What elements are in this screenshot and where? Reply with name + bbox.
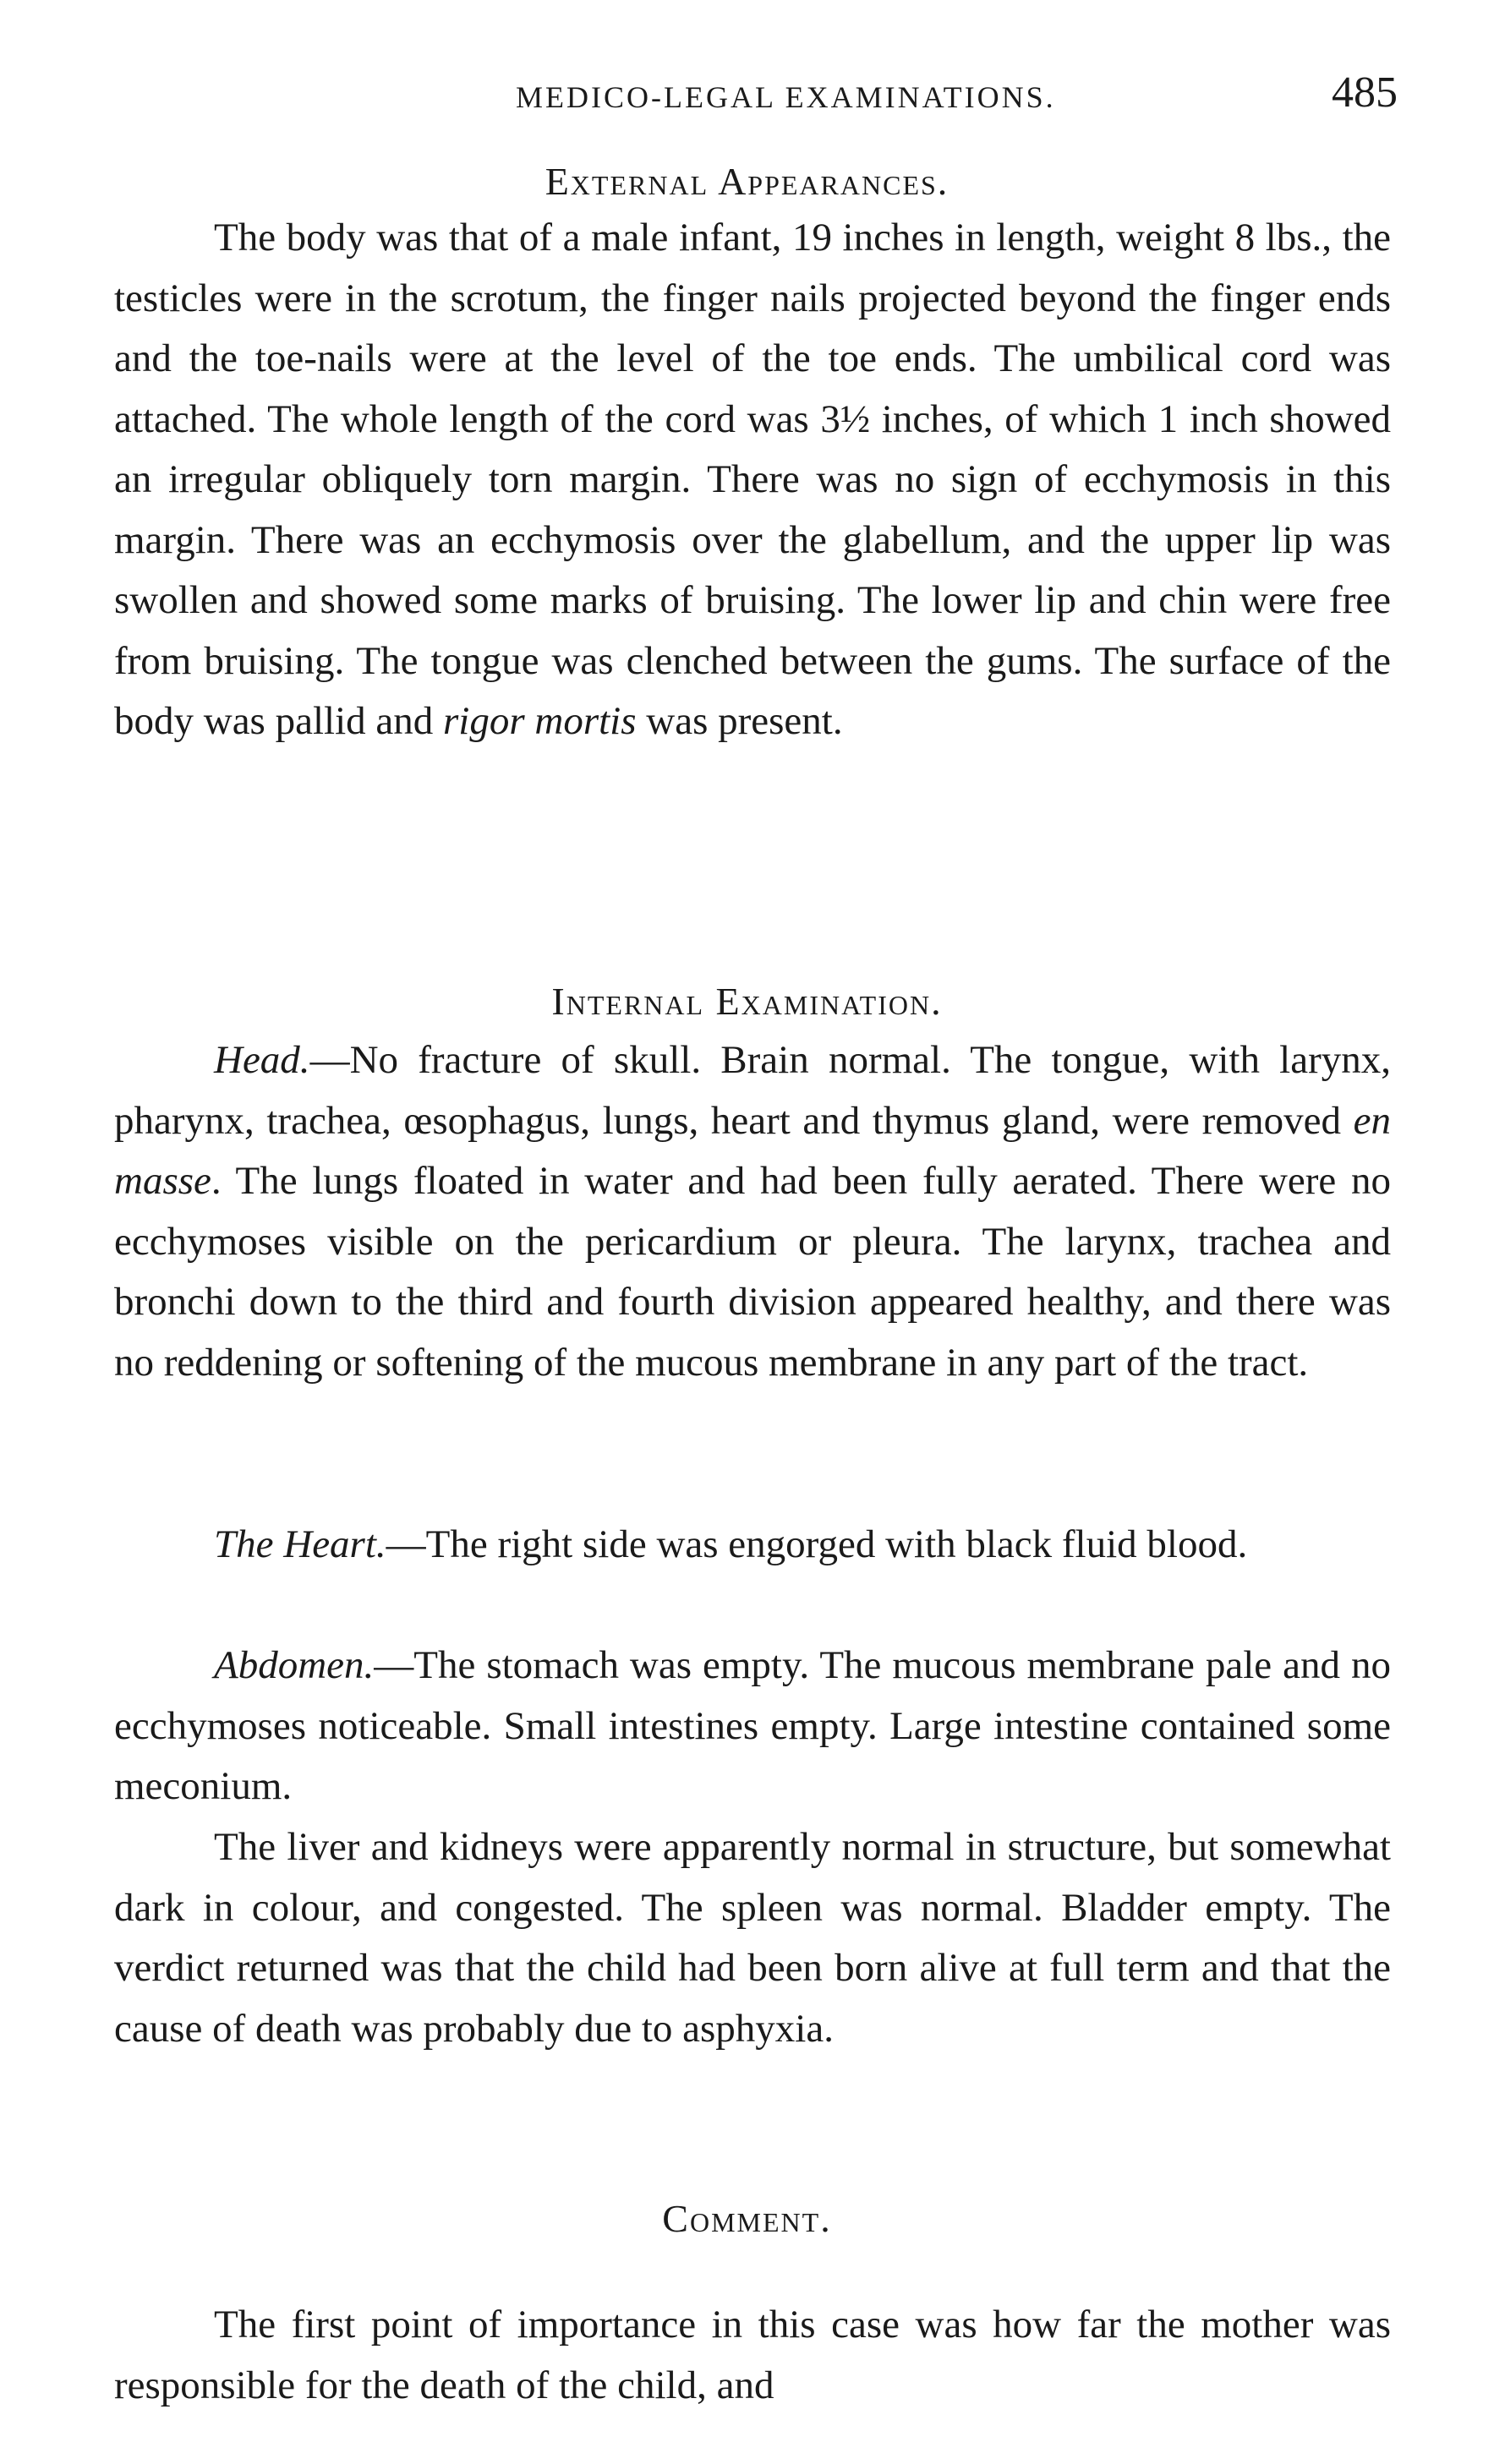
internal-examination-heading: Internal Examination. [551,980,943,1023]
en-masse-term: en masse [114,1098,1391,1203]
external-tail: was present. [636,699,843,743]
comment-heading: Comment. [662,2197,832,2240]
heart-text: —The right side was engorged with black fluid blood. [386,1522,1248,1566]
page-number: 485 [1332,68,1398,117]
running-head-title: MEDICO-LEGAL EXAMINATIONS. [516,80,1056,114]
abdomen-text: —The stomach was empty. The mucous membrane pale and no ecchymoses noticeable. Small intestines empty. Large intestine contained some meconium. [114,1643,1391,1808]
abdomen-paragraph [114,1636,1391,1817]
head-label: Head. [214,1038,310,1082]
external-text: The body was that of a male infant, 19 inches in length, weight 8 lbs., the testicles were in the scrotum, the finger nails projected beyond the finger ends and the toe-nails were at the level of the toe ends. The umbilical cord was attached. The whole length of the cord was 3½ inches, of which 1 inch showed an irregular obliquely torn margin. There was no sign of ecchymosis in this margin. There was an ecchymosis over the glabellum, and the upper lip was swollen and showed some marks of bruising. The lower lip and chin were free from bruising. The tongue was clenched between the gums. The surface of the body was pallid and [114,216,1391,743]
liver-kidneys-paragraph: The liver and kidneys were apparently normal in structure, but somewhat dark in colour, and congested. The spleen was normal. Bladder empty. The verdict returned was that the child had been born alive at full term and that the cause of death was probably due to asphyxia. [114,1825,1391,2051]
abdomen-label: Abdomen. [214,1643,375,1687]
external-appearances-paragraph [114,208,1391,752]
head-text-1: —No fracture of skull. Brain normal. The tongue, with larynx, pharynx, trachea, œsophagus, lungs, heart and thymus gland, were removed [114,1038,1391,1143]
heart-paragraph [114,1515,1391,1576]
head-paragraph [114,1030,1391,1393]
heart-label: The Heart. [214,1522,386,1566]
external-appearances-heading: External Appearances. [545,160,949,203]
rigor-mortis-term: rigor mortis [443,699,637,743]
head-text-2: . The lungs floated in water and had been fully aerated. There were no ecchymoses visible on the pericardium or pleura. The larynx, trachea and bronchi down to the third and fourth division appeared healthy, and there was no reddening or softening of the mucous membrane in any part of the tract. [114,1159,1391,1385]
comment-paragraph: The first point of importance in this case was how far the mother was responsible for the death of the child, and [114,2303,1391,2407]
running-head [0,68,1494,127]
